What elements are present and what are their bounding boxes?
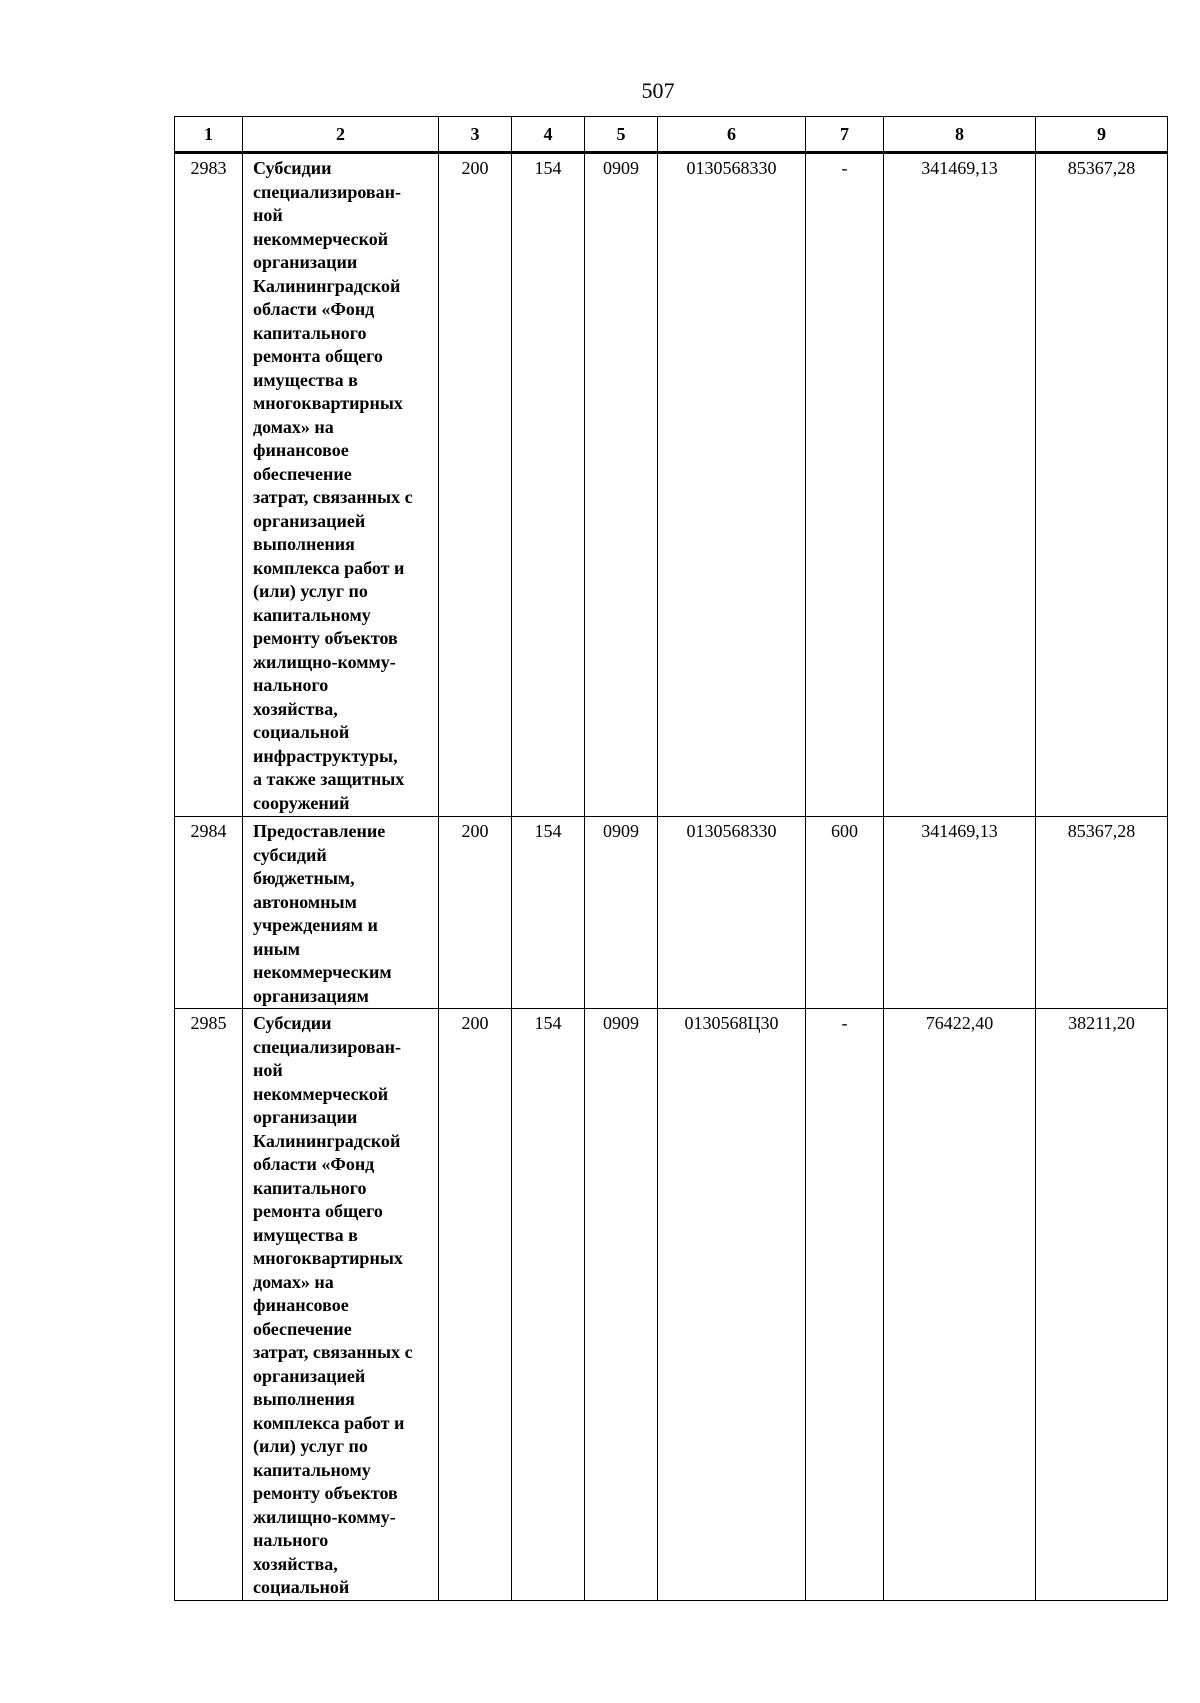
cell-col4: 154 <box>512 153 585 817</box>
cell-col7: 600 <box>806 817 884 1009</box>
row-number: 2984 <box>175 817 243 1009</box>
column-header-3: 3 <box>439 117 512 153</box>
row-description: Субсидии специализирован- ной некоммерческой организации Калининградской области «Фонд капитального ремонта общего имущества в многоквартирных домах» на финансовое обеспечение затрат, связанных с организацией выполнения комплекса работ и (или) услуг по капитальному ремонту объектов жилищно-комму- нального хозяйства, социальной <box>243 1009 439 1601</box>
header-row <box>175 117 1168 153</box>
cell-col8: 341469,13 <box>884 153 1036 817</box>
column-header-5: 5 <box>585 117 658 153</box>
cell-col4: 154 <box>512 1009 585 1601</box>
cell-col7: - <box>806 153 884 817</box>
cell-col6: 0130568Ц30 <box>658 1009 806 1601</box>
cell-col9: 85367,28 <box>1036 817 1168 1009</box>
cell-col9: 85367,28 <box>1036 153 1168 817</box>
table-row <box>175 817 1168 1009</box>
page-number: 507 <box>641 78 675 103</box>
column-header-8: 8 <box>884 117 1036 153</box>
cell-col5: 0909 <box>585 1009 658 1601</box>
column-header-7: 7 <box>806 117 884 153</box>
row-number: 2983 <box>175 153 243 817</box>
cell-col5: 0909 <box>585 817 658 1009</box>
cell-col9: 38211,20 <box>1036 1009 1168 1601</box>
cell-col4: 154 <box>512 817 585 1009</box>
cell-col7: - <box>806 1009 884 1601</box>
table-row <box>175 153 1168 817</box>
row-number: 2985 <box>175 1009 243 1601</box>
cell-col3: 200 <box>439 817 512 1009</box>
cell-col3: 200 <box>439 1009 512 1601</box>
row-description: Субсидии специализирован- ной некоммерческой организации Калининградской области «Фонд капитального ремонта общего имущества в многоквартирных домах» на финансовое обеспечение затрат, связанных с организацией выполнения комплекса работ и (или) услуг по капитальному ремонту объектов жилищно-комму- нального хозяйства, социальной инфраструктуры, а также защитных сооружений <box>243 153 439 817</box>
budget-table <box>174 116 1168 1601</box>
cell-col5: 0909 <box>585 153 658 817</box>
column-header-1: 1 <box>175 117 243 153</box>
cell-col8: 76422,40 <box>884 1009 1036 1601</box>
cell-col3: 200 <box>439 153 512 817</box>
column-header-6: 6 <box>658 117 806 153</box>
column-header-2: 2 <box>243 117 439 153</box>
cell-col6: 0130568330 <box>658 153 806 817</box>
column-header-9: 9 <box>1036 117 1168 153</box>
cell-col6: 0130568330 <box>658 817 806 1009</box>
row-description: Предоставление субсидий бюджетным, автономным учреждениям и иным некоммерческим организациям <box>243 817 439 1009</box>
cell-col8: 341469,13 <box>884 817 1036 1009</box>
column-header-4: 4 <box>512 117 585 153</box>
table-row <box>175 1009 1168 1601</box>
